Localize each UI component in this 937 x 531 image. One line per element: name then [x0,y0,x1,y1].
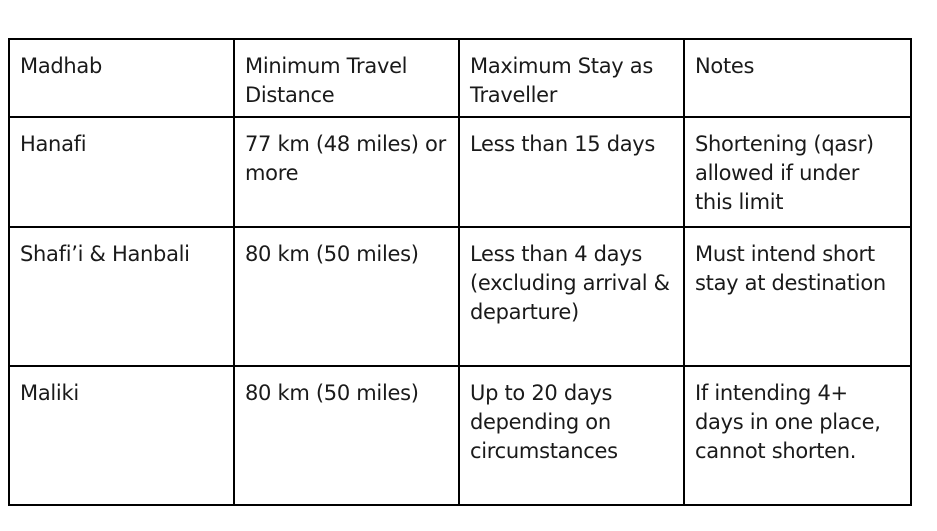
table-row [9,366,911,505]
cell-min-distance: 77 km (48 miles) or more [234,117,459,227]
header-notes: Notes [684,39,911,117]
cell-notes: Must intend short stay at destination [684,227,911,366]
cell-max-stay: Less than 15 days [459,117,684,227]
header-maximum-stay: Maximum Stay as Traveller [459,39,684,117]
cell-notes: Shortening (qasr) allowed if under this limit [684,117,911,227]
cell-madhab: Hanafi [9,117,234,227]
header-minimum-travel-distance: Minimum Travel Distance [234,39,459,117]
madhab-travel-table-container [8,38,912,506]
table-row [9,227,911,366]
header-madhab: Madhab [9,39,234,117]
table-header-row [9,39,911,117]
cell-min-distance: 80 km (50 miles) [234,227,459,366]
madhab-travel-table [8,38,912,506]
cell-madhab: Shafi’i & Hanbali [9,227,234,366]
cell-max-stay: Up to 20 days depending on circumstances [459,366,684,505]
cell-notes: If intending 4+ days in one place, cannot shorten. [684,366,911,505]
cell-max-stay: Less than 4 days (excluding arrival & departure) [459,227,684,366]
table-row [9,117,911,227]
cell-min-distance: 80 km (50 miles) [234,366,459,505]
cell-madhab: Maliki [9,366,234,505]
